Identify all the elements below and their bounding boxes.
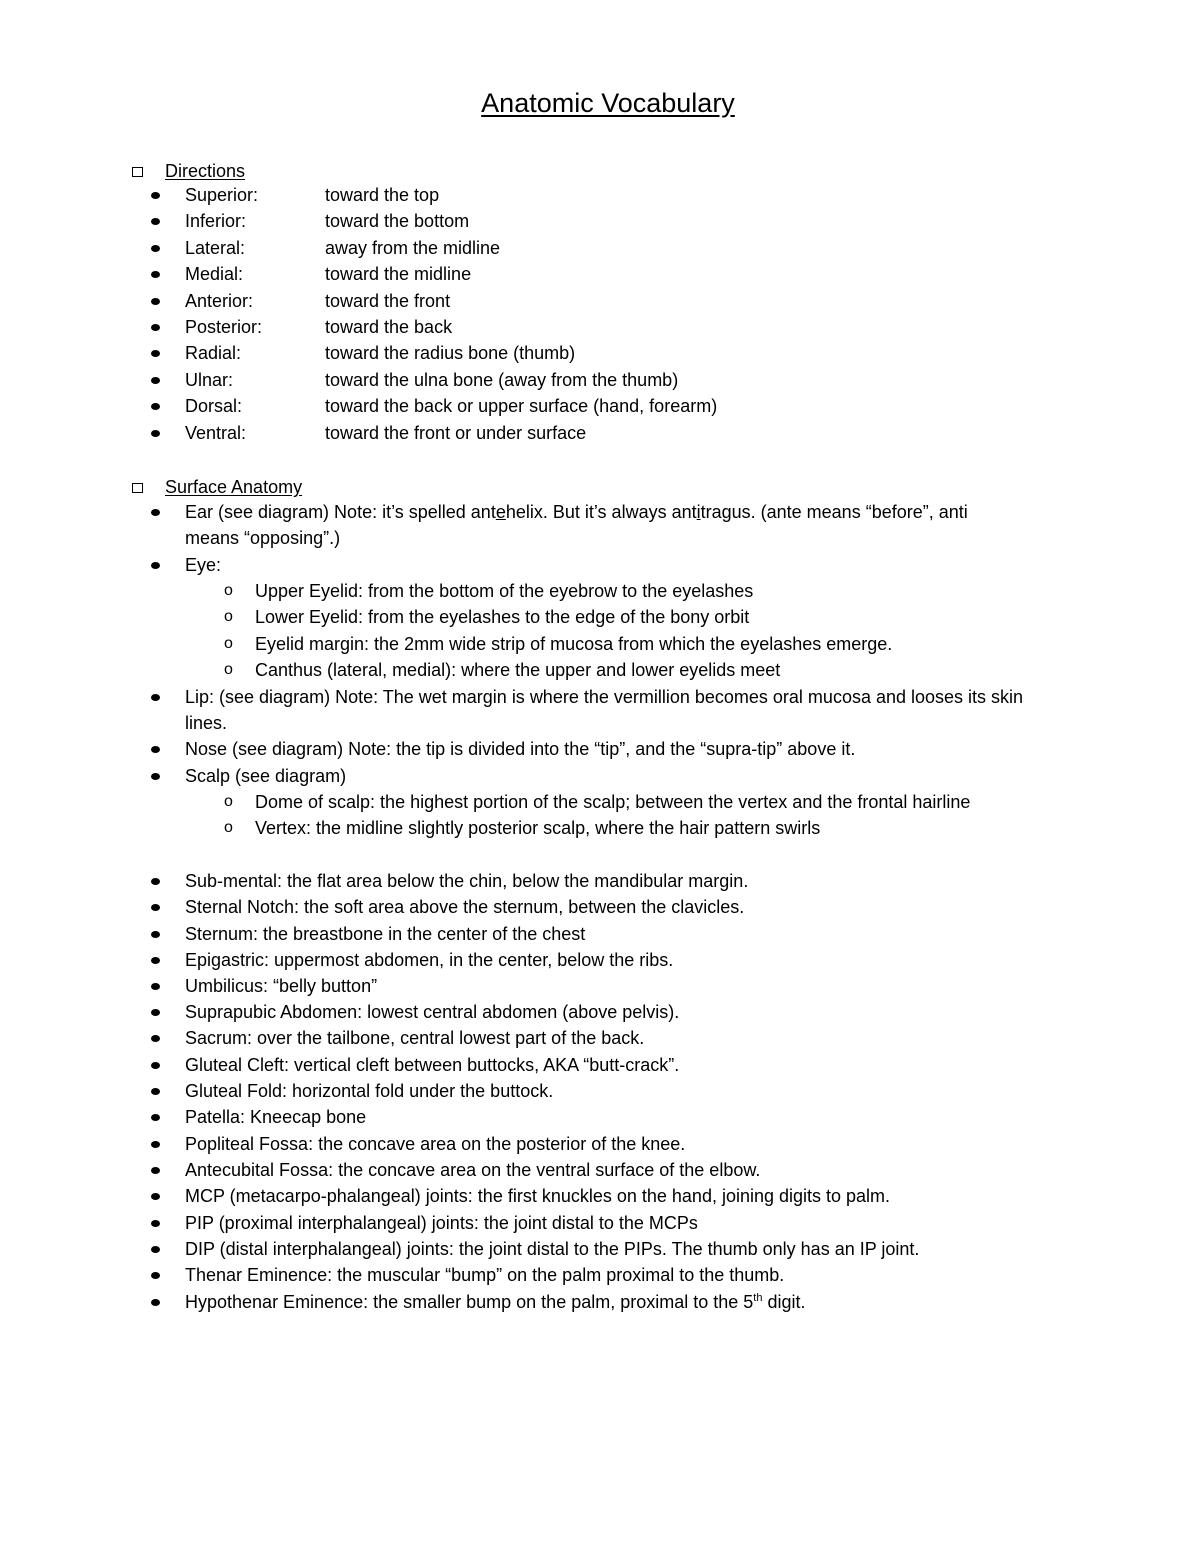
bullet-icon [151,1035,160,1042]
list-item-text: Popliteal Fossa: the concave area on the posterior of the knee. [185,1134,686,1154]
list-item-text: Thenar Eminence: the muscular “bump” on the palm proximal to the thumb. [185,1265,785,1285]
bullet-icon [151,403,160,410]
scalp-subitem-text: Vertex: the midline slightly posterior scalp, where the hair pattern swirls [255,818,821,838]
sub-bullet-o: o [224,582,233,599]
bullet-icon [151,1246,160,1253]
bullet-icon [151,218,160,225]
directions-heading [132,158,245,184]
sub-bullet-o: o [224,608,233,625]
hypothenar-text: Hypothenar Eminence: the smaller bump on the palm, proximal to the 5th digit. [185,1292,806,1312]
sub-bullet-o: o [224,635,233,652]
bullet-icon [151,324,160,331]
direction-definition: toward the bottom [325,211,470,231]
bullet-icon [151,1220,160,1227]
bullet-icon [151,298,160,305]
page-title: Anatomic Vocabulary [481,88,735,118]
list-item-text: Patella: Kneecap bone [185,1107,367,1127]
eye-subitem-text: Lower Eyelid: from the eyelashes to the edge of the bony orbit [255,607,750,627]
list-item-text: Antecubital Fossa: the concave area on the ventral surface of the elbow. [185,1160,761,1180]
direction-term: Dorsal: [185,396,243,416]
lip-text-line2: lines. [185,713,228,733]
direction-definition: toward the ulna bone (away from the thumb) [325,370,679,390]
list-item-text: Sternum: the breastbone in the center of the chest [185,924,586,944]
bullet-icon [151,957,160,964]
list-item-text: MCP (metacarpo-phalangeal) joints: the first knuckles on the hand, joining digits to palm. [185,1186,891,1206]
eye-subitem-text: Canthus (lateral, medial): where the upper and lower eyelids meet [255,660,781,680]
scalp-label: Scalp (see diagram) [185,766,347,786]
bullet-icon [151,562,160,569]
bullet-icon [151,904,160,911]
checkbox-square-icon [132,167,143,177]
bullet-icon [151,1062,160,1069]
direction-definition: away from the midline [325,238,501,258]
eye-subitem-text: Eyelid margin: the 2mm wide strip of mucosa from which the eyelashes emerge. [255,634,893,654]
surface-anatomy-heading [132,474,302,500]
direction-definition: toward the midline [325,264,472,284]
nose-text: Nose (see diagram) Note: the tip is divided into the “tip”, and the “supra-tip” above it. [185,739,856,759]
bullet-icon [151,1009,160,1016]
bullet-icon [151,1193,160,1200]
direction-definition: toward the front or under surface [325,423,587,443]
bullet-icon [151,1299,160,1306]
bullet-icon [151,245,160,252]
sub-bullet-o: o [224,793,233,810]
list-item-text: Suprapubic Abdomen: lowest central abdomen (above pelvis). [185,1002,680,1022]
sub-bullet-o: o [224,661,233,678]
direction-definition: toward the back [325,317,453,337]
list-item-text: Epigastric: uppermost abdomen, in the center, below the ribs. [185,950,674,970]
bullet-icon [151,931,160,938]
direction-term: Posterior: [185,317,263,337]
direction-definition: toward the top [325,185,440,205]
surface-anatomy-heading-label: Surface Anatomy [165,477,303,497]
bullet-icon [151,1141,160,1148]
bullet-icon [151,192,160,199]
ear-text: Ear (see diagram) Note: it’s spelled antehelix. But it’s always antitragus. (ante means “before”, anti [185,502,968,522]
bullet-icon [151,271,160,278]
bullet-icon [151,1088,160,1095]
bullet-icon [151,694,160,701]
bullet-icon [151,509,160,516]
eye-subitem-text: Upper Eyelid: from the bottom of the eyebrow to the eyelashes [255,581,754,601]
bullet-icon [151,983,160,990]
list-item-text: Sacrum: over the tailbone, central lowest part of the back. [185,1028,645,1048]
list-item-text: Gluteal Fold: horizontal fold under the buttock. [185,1081,554,1101]
bullet-icon [151,1272,160,1279]
direction-definition: toward the back or upper surface (hand, forearm) [325,396,718,416]
bullet-icon [151,350,160,357]
bullet-icon [151,746,160,753]
list-item-text: Umbilicus: “belly button” [185,976,378,996]
list-item-text: DIP (distal interphalangeal) joints: the joint distal to the PIPs. The thumb only has an IP joint. [185,1239,920,1259]
direction-term: Ulnar: [185,370,234,390]
list-item-text: Sub-mental: the flat area below the chin, below the mandibular margin. [185,871,749,891]
direction-definition: toward the front [325,291,451,311]
bullet-icon [151,377,160,384]
list-item-text: Gluteal Cleft: vertical cleft between buttocks, AKA “butt-crack”. [185,1055,680,1075]
direction-term: Medial: [185,264,244,284]
checkbox-square-icon [132,483,143,493]
bullet-icon [151,878,160,885]
lip-text: Lip: (see diagram) Note: The wet margin is where the vermillion becomes oral mucosa and looses its skin [185,687,1024,707]
direction-term: Inferior: [185,211,247,231]
bullet-icon [151,430,160,437]
bullet-icon [151,1167,160,1174]
eye-label: Eye: [185,555,222,575]
direction-term: Radial: [185,343,242,363]
sub-bullet-o: o [224,819,233,836]
directions-heading-label: Directions [165,161,246,181]
direction-term: Lateral: [185,238,246,258]
bullet-icon [151,773,160,780]
direction-definition: toward the radius bone (thumb) [325,343,576,363]
direction-term: Anterior: [185,291,254,311]
list-item-text: PIP (proximal interphalangeal) joints: the joint distal to the MCPs [185,1213,698,1233]
list-item-text: Sternal Notch: the soft area above the sternum, between the clavicles. [185,897,745,917]
bullet-icon [151,1114,160,1121]
scalp-subitem-text: Dome of scalp: the highest portion of the scalp; between the vertex and the frontal hairline [255,792,971,812]
direction-term: Superior: [185,185,259,205]
ear-text-line2: means “opposing”.) [185,528,341,548]
direction-term: Ventral: [185,423,247,443]
